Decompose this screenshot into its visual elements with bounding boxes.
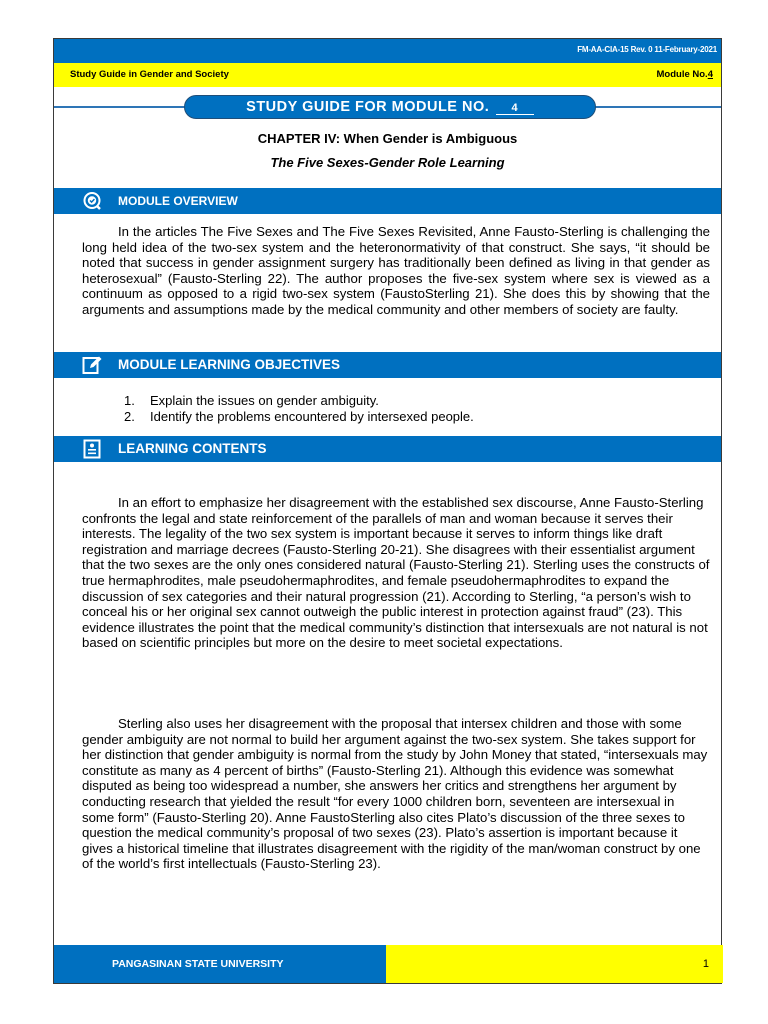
module-indicator [657,69,714,80]
content-text-2: Sterling also uses her disagreement with the proposal that intersex children and those with some gender ambiguity are not normal to build her argument against the two-sex system. She takes support for her distinction that gender ambiguity is normal from the study by John Money that stated, “intersexuals may constitute as many as 4 percent of births” (Fausto-Sterling 21). Although this evidence was somewhat disputed as being too widespread a number, she answers her critics and strengthens her argument by conducting research that yielded the result “for every 1000 children born, seventeen are intersexual in some form” (Fausto-Sterling 20). Anne FaustoSterling also cites Plato’s discussion of the three sexes to question the medical community’s proposal of two sexes (23). Plato’s assertion is important because it gives a historical timeline that illustrates disagreement with the rigidity of the man/woman construct by one of the world’s first intellectuals (Fausto-Sterling 23). [82,716,708,872]
objectives-list [124,393,474,424]
course-header-bar [54,63,721,87]
document-page [53,38,722,984]
list-item: 1. Explain the issues on gender ambiguity. [124,393,379,408]
list-item: 2. Identify the problems encountered by intersexed people. [124,408,474,424]
section-label-contents: LEARNING CONTENTS [118,441,267,456]
section-bar-contents [54,436,721,462]
chapter-heading: CHAPTER IV: When Gender is Ambiguous [257,131,518,146]
section-bar-objectives [54,352,721,378]
study-guide-title [184,95,596,119]
study-guide-module-number: 4 [496,102,534,115]
content-paragraph-2 [82,716,710,872]
pencil-edit-icon [82,355,102,375]
module-number: 4 [707,69,713,80]
content-paragraph-1 [82,495,710,651]
section-bar-overview [54,188,721,214]
study-guide-title-text: STUDY GUIDE FOR MODULE NO. [246,99,490,115]
top-header-bar [54,39,721,63]
module-label: Module No. [656,69,708,80]
content-text-1: In an effort to emphasize her disagreement with the established sex discourse, Anne Fausto-Sterling confronts the legal and state reinforcement of the parallels of man and woman because it serves their interests. The legality of the two sex system is important because it serves to inform things like draft registration and marriage decrees (Fausto-Sterling 20-21). She disagrees with their essentialist argument that the two sexes are the only ones considered natural (Fausto-Sterling 21). Sterling uses the constructs of true hermaphrodites, male pseudohermaphrodites, and female pseudohermaphrodites to expand the discussion of sex categories and their natural progression (21). According to Sterling, “a person’s wish to conceal his or her original sex cannot outweigh the public interest in protection against fraud” (23). This evidence illustrates the point that the medical community’s distinction that intersexuals are not natural is not based on scientific principles but more on the desire to meet societal expectations. [82,495,710,651]
document-list-icon [82,439,102,459]
footer-page-number: 1 [386,945,723,983]
course-title: Study Guide in Gender and Society [70,69,229,80]
overview-paragraph [82,224,710,318]
footer-university: PANGASINAN STATE UNIVERSITY [54,945,386,983]
form-code: FM-AA-CIA-15 Rev. 0 11-February-2021 [577,45,717,54]
section-label-overview: MODULE OVERVIEW [118,194,238,208]
overview-text: In the articles The Five Sexes and The Five Sexes Revisited, Anne Fausto-Sterling is challenging the long held idea of the two-sex system and the heteronormativity of that construct. She says, “it should be noted that success in gender assignment surgery has traditionally been defined as living in that gender as heterosexual” (Fausto-Sterling 22). The author proposes the five-sex system where sex is viewed as a continuum as opposed to a rigid two-sex system (FaustoSterling 21). She does this by showing that the arguments and assumptions made by the medical community and other members of society are faulty. [82,224,710,317]
section-label-objectives: MODULE LEARNING OBJECTIVES [118,357,341,372]
magnifier-icon [82,191,102,211]
chapter-subtitle: The Five Sexes-Gender Role Learning [270,155,505,170]
